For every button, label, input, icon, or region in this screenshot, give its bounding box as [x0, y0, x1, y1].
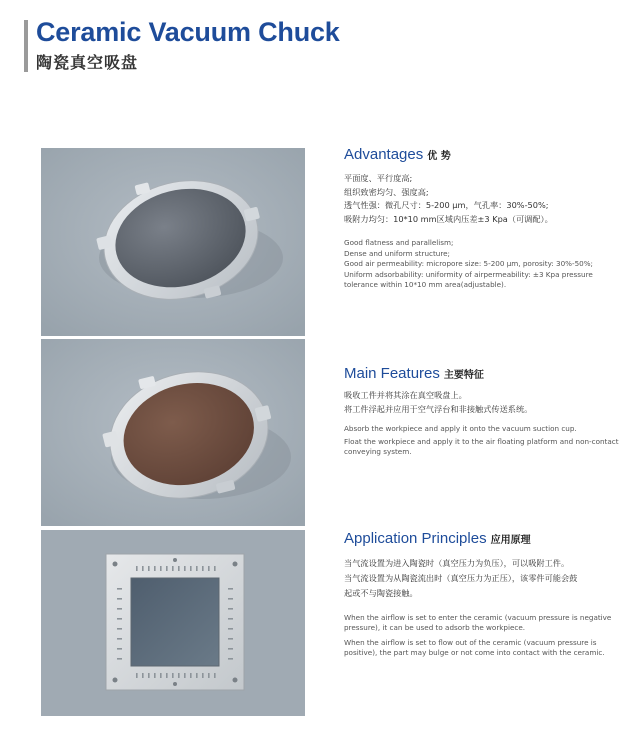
section-heading — [344, 365, 620, 381]
title-accent-bar — [24, 20, 28, 72]
zh-text-line: 透气性强：微孔尺寸：5-200 μm，气孔率：30%-50%; — [344, 200, 549, 211]
application-principles-section — [344, 530, 620, 659]
photo-square-chuck-plate — [41, 530, 305, 716]
zh-text-line: 平面度、平行度高; — [344, 173, 413, 183]
advantages-section — [344, 146, 620, 290]
en-text-line: When the airflow is set to enter the ceramic (vacuum pressure is negative pressure), it can be used to adsorb the workpiece. — [344, 613, 612, 633]
section-title-en: Main Features — [344, 365, 440, 382]
en-text-line: Absorb the workpiece and apply it onto the vacuum suction cup. — [344, 424, 577, 434]
page-title: Ceramic Vacuum Chuck — [36, 17, 340, 47]
en-text-line: Dense and uniform structure; — [344, 248, 450, 258]
zh-text-line: 吸收工件并将其涂在真空吸盘上。 — [344, 390, 467, 400]
photo-brown-round-chuck — [41, 339, 305, 526]
section-title-zh: 优 势 — [427, 151, 451, 162]
en-text-line: Good air permeability: micropore size: 5-200 μm, porosity: 30%-50%; — [344, 259, 593, 269]
page-subtitle-zh: 陶瓷真空吸盘 — [36, 53, 139, 72]
en-text-line: Uniform adsorbability: uniformity of airpermeability: ±3 Kpa pressure tolerance within 10*10 mm area(adjustable). — [344, 269, 593, 289]
zh-text-line: 当气流设置为进入陶瓷时（真空压力为负压），可以吸附工件。 — [344, 558, 570, 568]
en-text-line: Float the workpiece and apply it to the air floating platform and non-contact conveying system. — [344, 436, 619, 456]
zh-text-line: 当气流设置为从陶瓷流出时（真空压力为正压），该零件可能会鼓 — [344, 573, 578, 583]
section-title-en: Advantages — [344, 146, 424, 163]
zh-text-line: 起或不与陶瓷接触。 — [344, 588, 418, 598]
section-title-zh: 主要特征 — [443, 370, 484, 381]
zh-text-line: 组织致密均匀、强度高; — [344, 186, 429, 197]
zh-text-line: 将工件浮起并应用于空气浮台和非接触式传送系统。 — [344, 403, 533, 414]
section-heading — [344, 530, 620, 546]
en-text-line: Good flatness and parallelism; — [344, 238, 454, 248]
section-title-zh: 应用原理 — [490, 535, 531, 546]
photo-gray-round-chuck — [41, 148, 305, 336]
en-text-line: When the airflow is set to flow out of the ceramic (vacuum pressure is positive), the part may bulge or not come into contact with the ceramic. — [344, 637, 605, 658]
zh-text-line: 吸附力均匀：10*10 mm区域内压差±3 Kpa（可调配）。 — [344, 213, 553, 224]
section-title-en: Application Principles — [344, 530, 487, 547]
main-features-section — [344, 365, 620, 457]
section-heading — [344, 146, 620, 162]
